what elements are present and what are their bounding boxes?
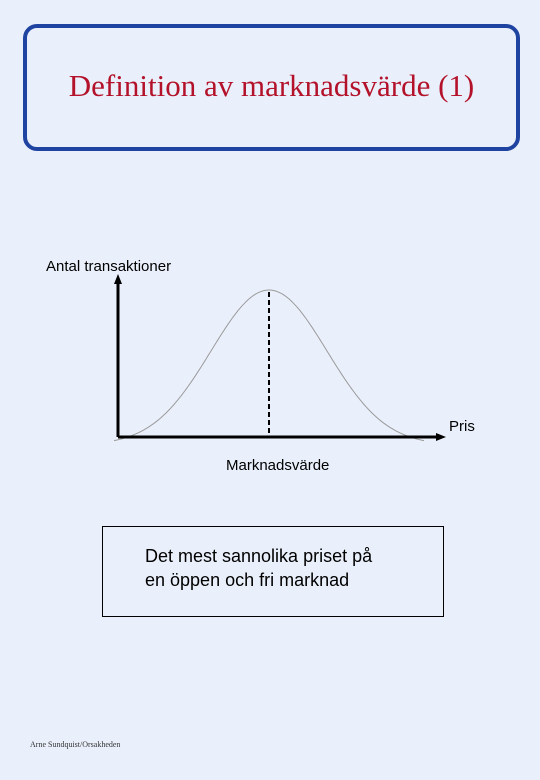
x-axis-arrow [436, 433, 446, 441]
footer-credit: Arne Sundquist/Orsakheden [30, 740, 121, 749]
x-axis-label: Pris [449, 418, 475, 435]
definition-text [145, 544, 372, 592]
peak-label: Marknadsvärde [226, 457, 330, 474]
page-title: Definition av marknadsvärde (1) [68, 68, 475, 103]
definition-line-2: en öppen och fri marknad [145, 570, 350, 590]
y-axis-arrow [114, 274, 122, 284]
definition-box [102, 526, 444, 617]
definition-line-1: Det mest sannolika priset på [145, 546, 373, 566]
y-axis-label: Antal transaktioner [46, 258, 172, 275]
